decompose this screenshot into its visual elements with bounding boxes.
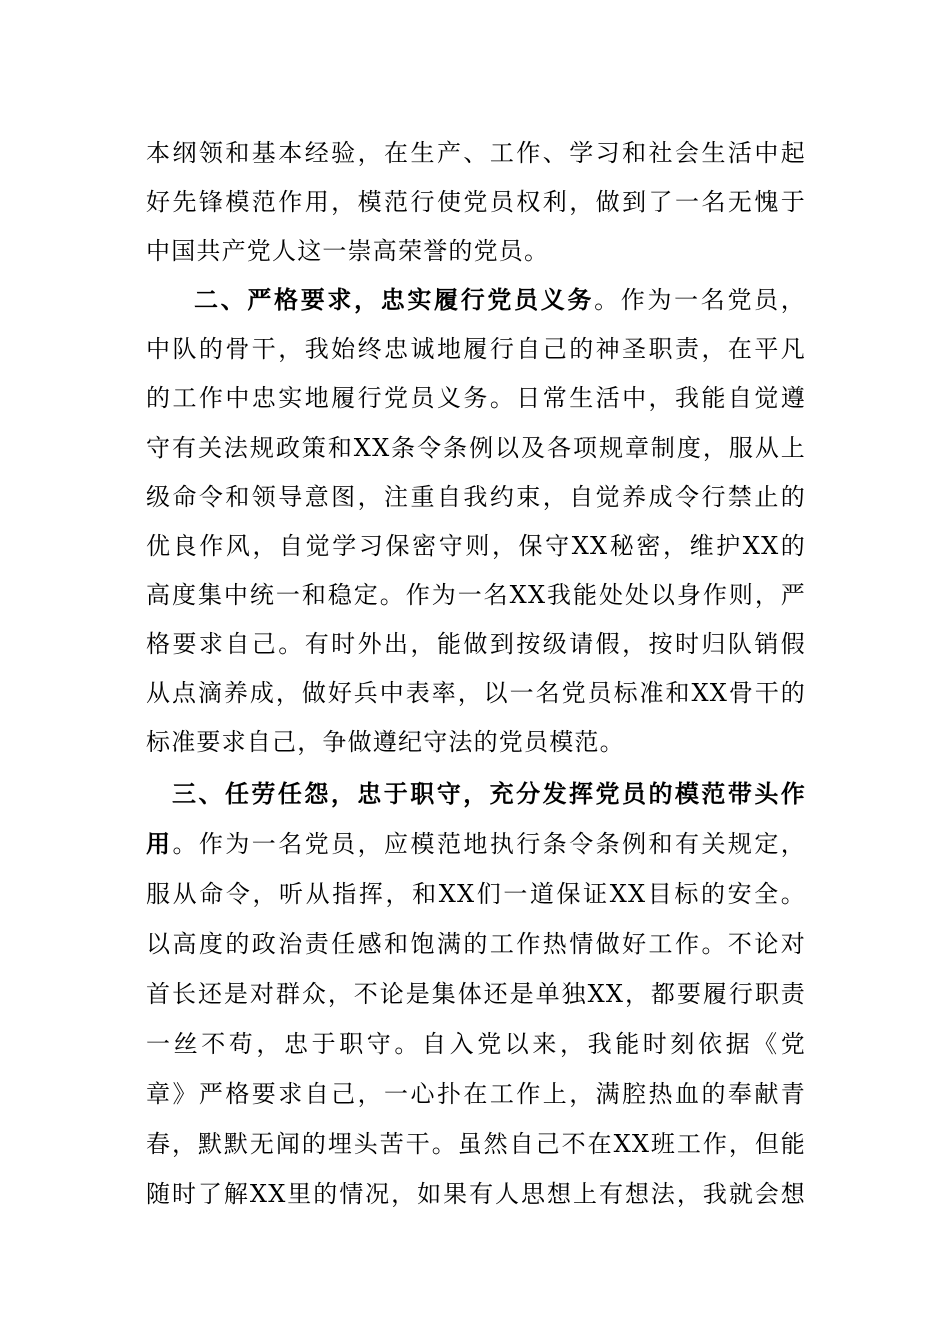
paragraph2-line-6: 优良作风，自觉学习保密守则，保守XX秘密，维护XX的 xyxy=(146,532,806,560)
paragraph2-line-10: 标准要求自己，争做遵纪守法的党员模范。 xyxy=(146,728,625,756)
paragraph3-heading-line-1: 三、任劳任怨，忠于职守，充分发挥党员的模范带头作 xyxy=(172,780,806,808)
paragraph3-line-9: 随时了解XX里的情况，如果有人思想上有想法，我就会想 xyxy=(146,1180,806,1208)
paragraph2-line-9: 从点滴养成，做好兵中表率，以一名党员标准和XX骨干的 xyxy=(146,679,806,707)
paragraph1-line-1: 本纲领和基本经验，在生产、工作、学习和社会生活中起 xyxy=(146,139,806,167)
paragraph2-heading: 二、严格要求，忠实履行党员义务 xyxy=(194,286,595,314)
paragraph1-line-2: 好先锋模范作用，模范行使党员权利，做到了一名无愧于 xyxy=(146,188,806,216)
paragraph3-line-4: 以高度的政治责任感和饱满的工作热情做好工作。不论对 xyxy=(146,930,806,958)
paragraph2-line-7: 高度集中统一和稳定。作为一名XX我能处处以身作则，严 xyxy=(146,581,806,609)
paragraph3-line-7: 章》严格要求自己，一心扑在工作上，满腔热血的奉献青 xyxy=(146,1080,806,1108)
paragraph3-heading-end: 用 xyxy=(146,830,173,858)
paragraph2-line-8: 格要求自己。有时外出，能做到按级请假，按时归队销假 xyxy=(146,630,806,658)
paragraph3-line-8: 春，默默无闻的埋头苦干。虽然自己不在XX班工作，但能 xyxy=(146,1130,806,1158)
paragraph2-line-3: 的工作中忠实地履行党员义务。日常生活中，我能自觉遵 xyxy=(146,384,806,412)
paragraph3-line-5: 首长还是对群众，不论是集体还是单独XX，都要履行职责 xyxy=(146,980,806,1008)
paragraph3-line-6: 一丝不苟，忠于职守。自入党以来，我能时刻依据《党 xyxy=(146,1030,806,1058)
paragraph2-line-4: 守有关法规政策和XX条令条例以及各项规章制度，服从上 xyxy=(146,434,806,462)
paragraph3-line-3: 服从命令，听从指挥，和XX们一道保证XX目标的安全。 xyxy=(146,880,806,908)
paragraph2-line-5: 级命令和领导意图，注重自我约束，自觉养成令行禁止的 xyxy=(146,483,806,511)
paragraph2-first-line-rest: 。作为一名党员， xyxy=(594,286,806,314)
paragraph1-line-3: 中国共产党人这一崇高荣誉的党员。 xyxy=(146,237,550,265)
paragraph2-first-line xyxy=(194,280,806,320)
paragraph3-line-2 xyxy=(146,824,806,864)
paragraph3-line-2-rest: 。作为一名党员，应模范地执行条令条例和有关规定， xyxy=(172,830,806,858)
paragraph2-line-2: 中队的骨干，我始终忠诚地履行自己的神圣职责，在平凡 xyxy=(146,335,806,363)
